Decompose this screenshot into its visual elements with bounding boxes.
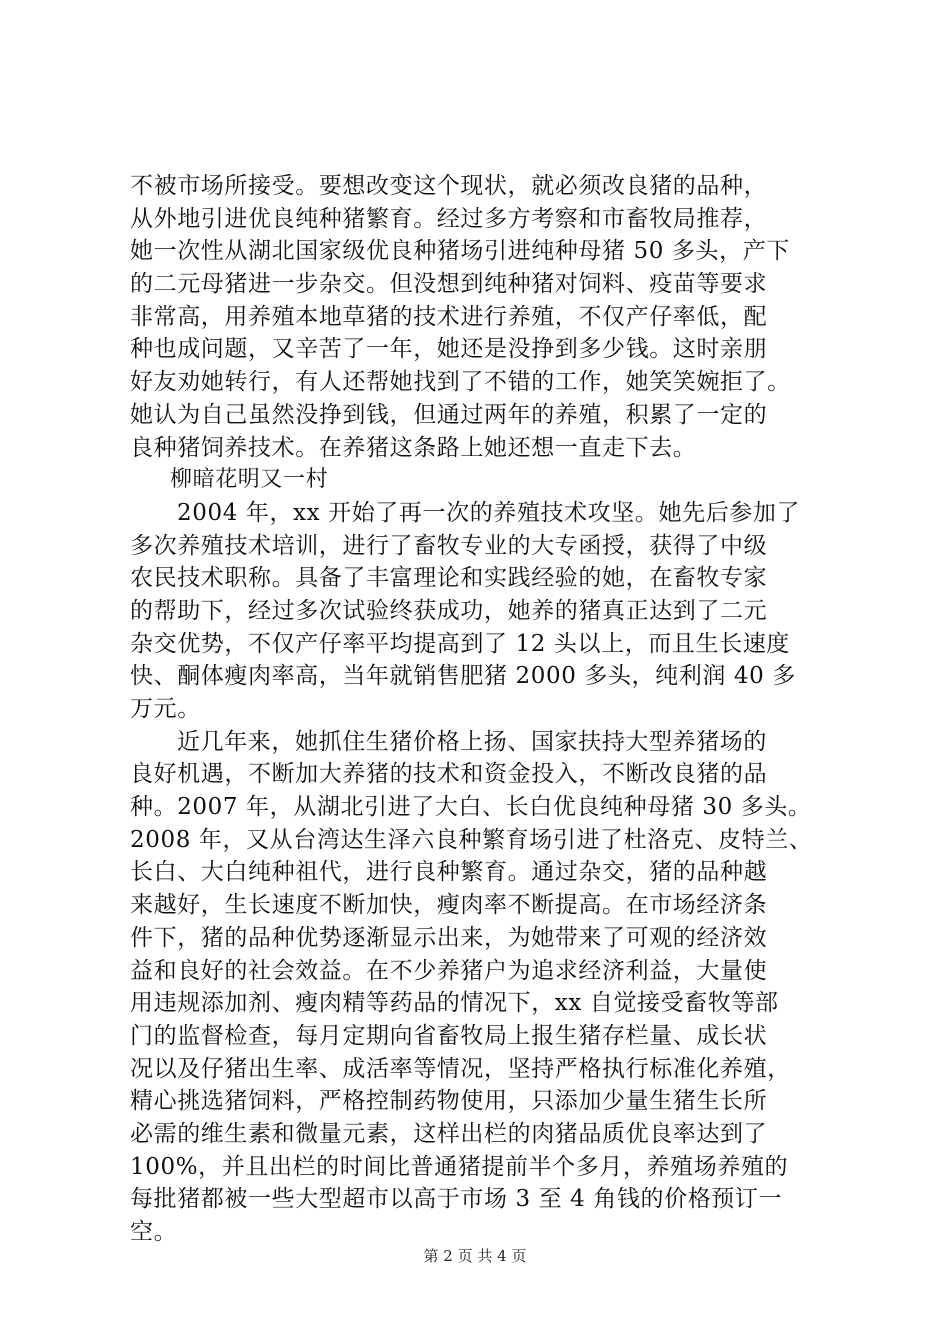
text-line: 从外地引进优良纯种猪繁育。经过多方考察和市畜牧局推荐， <box>130 205 768 232</box>
text-line: 精心挑选猪饲料，严格控制药物使用，只添加少量生猪生长所 <box>130 1088 768 1115</box>
text-line: 杂交优势，不仅产仔率平均提高到了 12 头以上，而且生长速度 <box>130 630 790 657</box>
text-line: 好友劝她转行，有人还帮她找到了不错的工作，她笑笑婉拒了。 <box>130 369 791 396</box>
text-line: 良种猪饲养技术。在养猪这条路上她还想一直走下去。 <box>130 434 697 461</box>
text-line: 况以及仔猪出生率、成活率等情况，坚持严格执行标准化养殖， <box>130 1055 791 1082</box>
text-line: 不被市场所接受。要想改变这个现状，就必须改良猪的品种， <box>130 173 768 199</box>
text-line: 多次养殖技术培训，进行了畜牧专业的大专函授，获得了中级 <box>130 532 768 559</box>
text-line: 非常高，用养殖本地草猪的技术进行养殖，不仅产仔率低，配 <box>130 303 768 330</box>
text-line: 100%，并且出栏的时间比普通猪提前半个多月，养殖场养殖的 <box>130 1153 789 1180</box>
text-line: 每批猪都被一些大型超市以高于市场 3 至 4 角钱的价格预订一 <box>130 1186 783 1213</box>
document-body <box>130 170 845 1249</box>
text-line: 用违规添加剂、瘦肉精等药品的情况下，xx 自觉接受畜牧等部 <box>130 990 779 1017</box>
text-line: 件下，猪的品种优势逐渐显示出来，为她带来了可观的经济效 <box>130 924 768 951</box>
text-line: 来越好，生长速度不断加快，瘦肉率不断提高。在市场经济条 <box>130 892 768 919</box>
text-line: 种也成问题，又辛苦了一年，她还是没挣到多少钱。这时亲朋 <box>130 336 768 363</box>
text-line: 必需的维生素和微量元素，这样出栏的肉猪品质优良率达到了 <box>130 1120 768 1147</box>
text-line: 益和良好的社会效益。在不少养猪户为追求经济利益，大量使 <box>130 957 768 984</box>
text-line: 空。 <box>130 1219 178 1245</box>
text-line: 农民技术职称。具备了丰富理论和实践经验的她，在畜牧专家 <box>130 565 768 592</box>
text-line: 长白、大白纯种祖代，进行良种繁育。通过杂交，猪的品种越 <box>130 859 768 886</box>
text-line: 她一次性从湖北国家级优良种猪场引进纯种母猪 50 多头，产下 <box>130 238 790 265</box>
text-line: 万元。 <box>130 696 201 722</box>
section-heading: 柳暗花明又一村 <box>170 467 329 493</box>
page-footer <box>0 1246 950 1266</box>
text-line: 种。2007 年，从湖北引进了大白、长白优良纯种母猪 30 多头。 <box>130 794 812 821</box>
text-line: 良好机遇，不断加大养猪的技术和资金投入，不断改良猪的品 <box>130 761 768 788</box>
paragraph-first-line: 2004 年，xx 开始了再一次的养殖技术攻坚。她先后参加了 <box>177 499 801 526</box>
text-line: 的帮助下，经过多次试验终获成功，她养的猪真正达到了二元 <box>130 597 768 624</box>
paragraph-first-line: 近几年来，她抓住生猪价格上扬、国家扶持大型养猪场的 <box>177 728 767 755</box>
text-line: 她认为自己虽然没挣到钱，但通过两年的养殖，积累了一定的 <box>130 401 768 428</box>
text-line: 的二元母猪进一步杂交。但没想到纯种猪对饲料、疫苗等要求 <box>130 271 768 298</box>
text-line: 门的监督检查，每月定期向省畜牧局上报生猪存栏量、成长状 <box>130 1022 768 1049</box>
text-line: 2008 年，又从台湾达生泽六良种繁育场引进了杜洛克、皮特兰、 <box>130 826 813 853</box>
text-line: 快、酮体瘦肉率高，当年就销售肥猪 2000 多头，纯利润 40 多 <box>130 663 796 690</box>
page-number: 第 2 页 共 4 页 <box>423 1247 527 1265</box>
